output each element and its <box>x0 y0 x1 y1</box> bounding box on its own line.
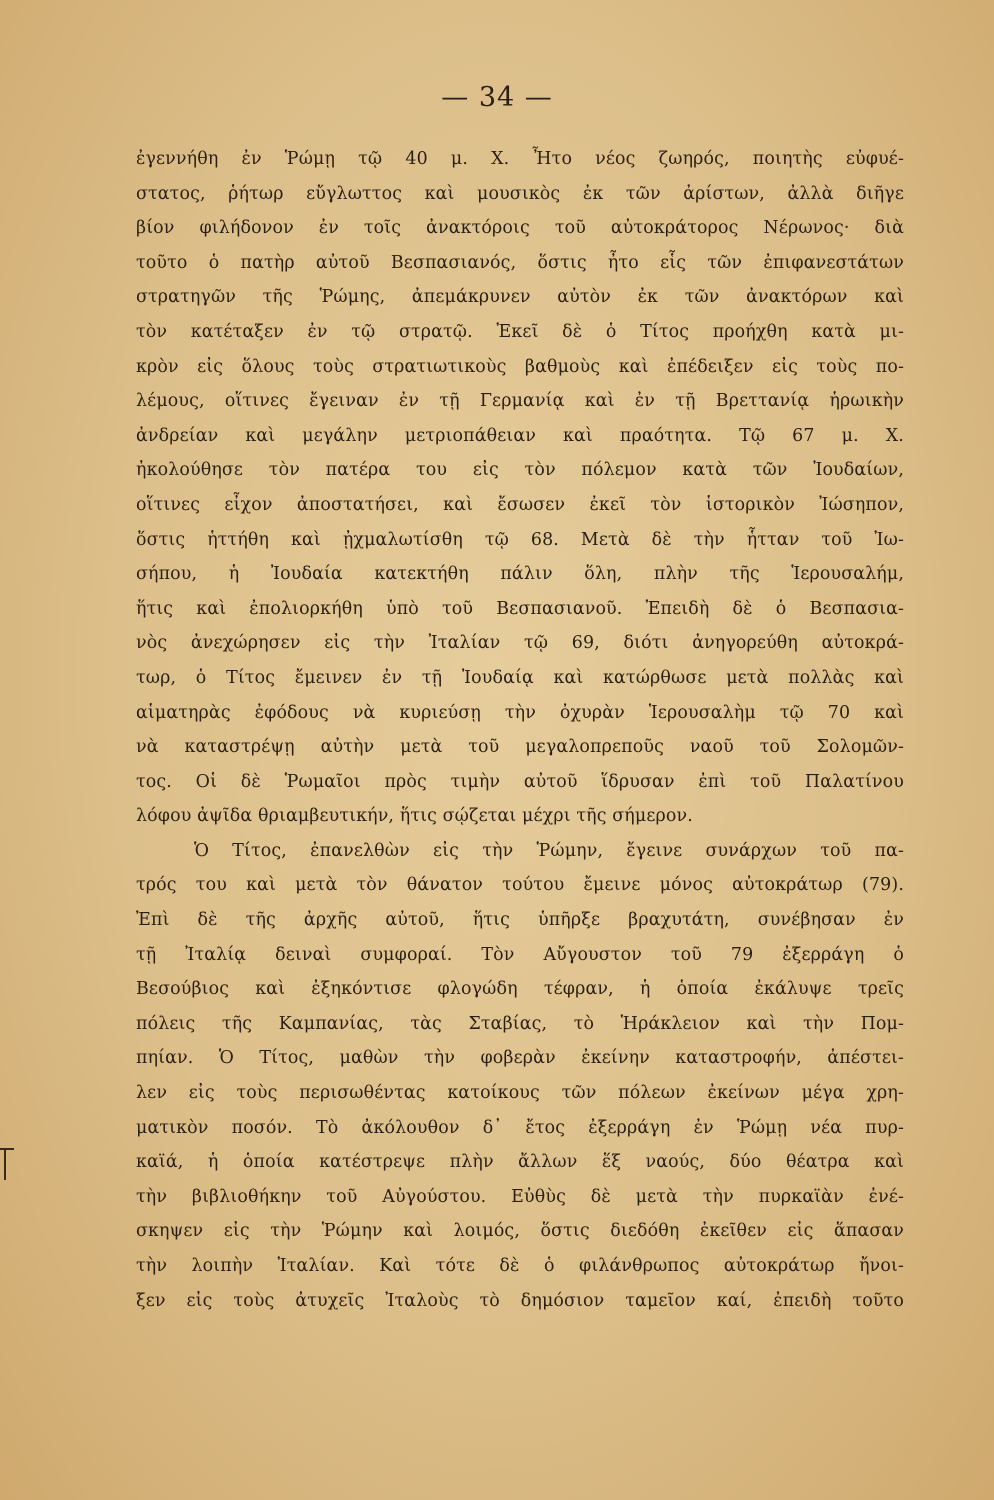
text-line: τὸν κατέταξεν ἐν τῷ στρατῷ. Ἐκεῖ δὲ ὁ Τίτος προήχθη κατὰ μι- <box>136 321 904 342</box>
body-text <box>136 142 904 1318</box>
text-line: ξεν εἰς τοὺς ἀτυχεῖς Ἰταλοὺς τὸ δημόσιον ταμεῖον καί, ἐπειδὴ τοῦτο <box>136 1290 904 1311</box>
margin-mark <box>4 1150 6 1180</box>
text-line: στρατηγῶν τῆς Ῥώμης, ἀπεμάκρυνεν αὐτὸν ἐκ τῶν ἀνακτόρων καὶ <box>136 287 904 308</box>
text-line: νὸς ἀνεχώρησεν εἰς τὴν Ἰταλίαν τῷ 69, διότι ἀνηγορεύθη αὐτοκρά- <box>136 633 904 654</box>
text-line: οἵτινες εἶχον ἀποστατήσει, καὶ ἔσωσεν ἐκεῖ τὸν ἱστορικὸν Ἰώσηπον, <box>136 494 904 515</box>
text-line: λόφου ἀψῖδα θριαμβευτικήν, ἥτις σῴζεται μέχρι τῆς σήμερον. <box>136 806 693 827</box>
page-number: — 34 — <box>441 82 553 113</box>
text-line: σκηψεν εἰς τὴν Ῥώμην καὶ λοιμός, ὅστις διεδόθη ἐκεῖθεν εἰς ἅπασαν <box>136 1221 904 1242</box>
text-line: καϊά, ἡ ὁποία κατέστρεψε πλὴν ἄλλων ἕξ ναούς, δύο θέατρα καὶ <box>136 1152 904 1173</box>
text-line: Ἐπὶ δὲ τῆς ἀρχῆς αὐτοῦ, ἥτις ὑπῆρξε βραχυτάτη, συνέβησαν ἐν <box>136 910 904 931</box>
text-line: ἐγεννήθη ἐν Ῥώμῃ τῷ 40 μ. Χ. Ἦτο νέος ζωηρός, ποιητὴς εὐφυέ- <box>136 149 904 169</box>
text-line: Βεσούβιος καὶ ἐξηκόντισε φλογώδη τέφραν, ἡ ὁποία ἐκάλυψε τρεῖς <box>136 979 904 1000</box>
text-line: ἀνδρείαν καὶ μεγάλην μετριοπάθειαν καὶ πραότητα. Τῷ 67 μ. Χ. <box>136 425 904 446</box>
text-line: τοῦτο ὁ πατὴρ αὐτοῦ Βεσπασιανός, ὅστις ἦτο εἷς τῶν ἐπιφανεστάτων <box>136 252 904 273</box>
text-line: ματικὸν ποσόν. Τὸ ἀκόλουθον δ᾽ ἔτος ἐξερράγη ἐν Ῥώμῃ νέα πυρ- <box>136 1117 904 1138</box>
text-line: τος. Οἱ δὲ Ῥωμαῖοι πρὸς τιμὴν αὐτοῦ ἵδρυσαν ἐπὶ τοῦ Παλατίνου <box>136 771 904 792</box>
text-line: αἱματηρὰς ἐφόδους νὰ κυριεύσῃ τὴν ὀχυρὰν Ἱερουσαλὴμ τῷ 70 καὶ <box>136 702 904 723</box>
text-line: τὴν λοιπὴν Ἰταλίαν. Καὶ τότε δὲ ὁ φιλάνθρωπος αὐτοκράτωρ ἤνοι- <box>136 1256 904 1276</box>
text-line: νὰ καταστρέψῃ αὐτὴν μετὰ τοῦ μεγαλοπρεποῦς ναοῦ τοῦ Σολομῶν- <box>136 737 904 758</box>
text-line: πόλεις τῆς Καμπανίας, τὰς Σταβίας, τὸ Ἡράκλειον καὶ τὴν Πομ- <box>136 1013 904 1034</box>
text-line: τὴν βιβλιοθήκην τοῦ Αὐγούστου. Εὐθὺς δὲ μετὰ τὴν πυρκαϊὰν ἐνέ- <box>136 1186 904 1207</box>
text-line: βίον φιλήδονον ἐν τοῖς ἀνακτόροις τοῦ αὐτοκράτορος Νέρωνος· διὰ <box>136 218 904 239</box>
text-line: τωρ, ὁ Τίτος ἔμεινεν ἐν τῇ Ἰουδαίᾳ καὶ κατώρθωσε μετὰ πολλὰς καὶ <box>136 667 904 688</box>
text-line: σήπου, ἡ Ἰουδαία κατεκτήθη πάλιν ὅλη, πλὴν τῆς Ἱερουσαλήμ, <box>136 564 904 585</box>
text-line: τῇ Ἰταλίᾳ δειναὶ συμφοραί. Τὸν Αὔγουστον τοῦ 79 ἐξερράγη ὁ <box>136 944 904 965</box>
text-line: λέμους, οἵτινες ἔγειναν ἐν τῇ Γερμανίᾳ καὶ ἐν τῇ Βρεττανίᾳ ἡρωικὴν <box>136 391 904 412</box>
text-line: ὅστις ἡττήθη καὶ ᾐχμαλωτίσθη τῷ 68. Μετὰ δὲ τὴν ἧτταν τοῦ Ἰω- <box>136 529 904 550</box>
text-line: λεν εἰς τοὺς περισωθέντας κατοίκους τῶν πόλεων ἐκείνων μέγα χρη- <box>136 1083 904 1104</box>
text-line: Ὁ Τίτος, ἐπανελθὼν εἰς τὴν Ῥώμην, ἔγεινε συνάρχων τοῦ πα- <box>194 840 904 861</box>
text-line: στατος, ῥήτωρ εὔγλωττος καὶ μουσικὸς ἐκ τῶν ἀρίστων, ἀλλὰ διῆγε <box>136 183 904 204</box>
text-line: πηίαν. Ὁ Τίτος, μαθὼν τὴν φοβερὰν ἐκείνην καταστροφήν, ἀπέστει- <box>136 1048 904 1069</box>
text-line: ἠκολούθησε τὸν πατέρα του εἰς τὸν πόλεμον κατὰ τῶν Ἰουδαίων, <box>136 460 904 481</box>
margin-mark <box>0 1148 14 1150</box>
text-line: κρὸν εἰς ὅλους τοὺς στρατιωτικοὺς βαθμοὺς καὶ ἐπέδειξεν εἰς τοὺς πο- <box>136 356 904 377</box>
text-line: τρός του καὶ μετὰ τὸν θάνατον τούτου ἔμεινε μόνος αὐτοκράτωρ (79). <box>136 875 904 896</box>
text-line: ἥτις καὶ ἐπολιορκήθη ὑπὸ τοῦ Βεσπασιανοῦ. Ἐπειδὴ δὲ ὁ Βεσπασια- <box>136 598 904 619</box>
